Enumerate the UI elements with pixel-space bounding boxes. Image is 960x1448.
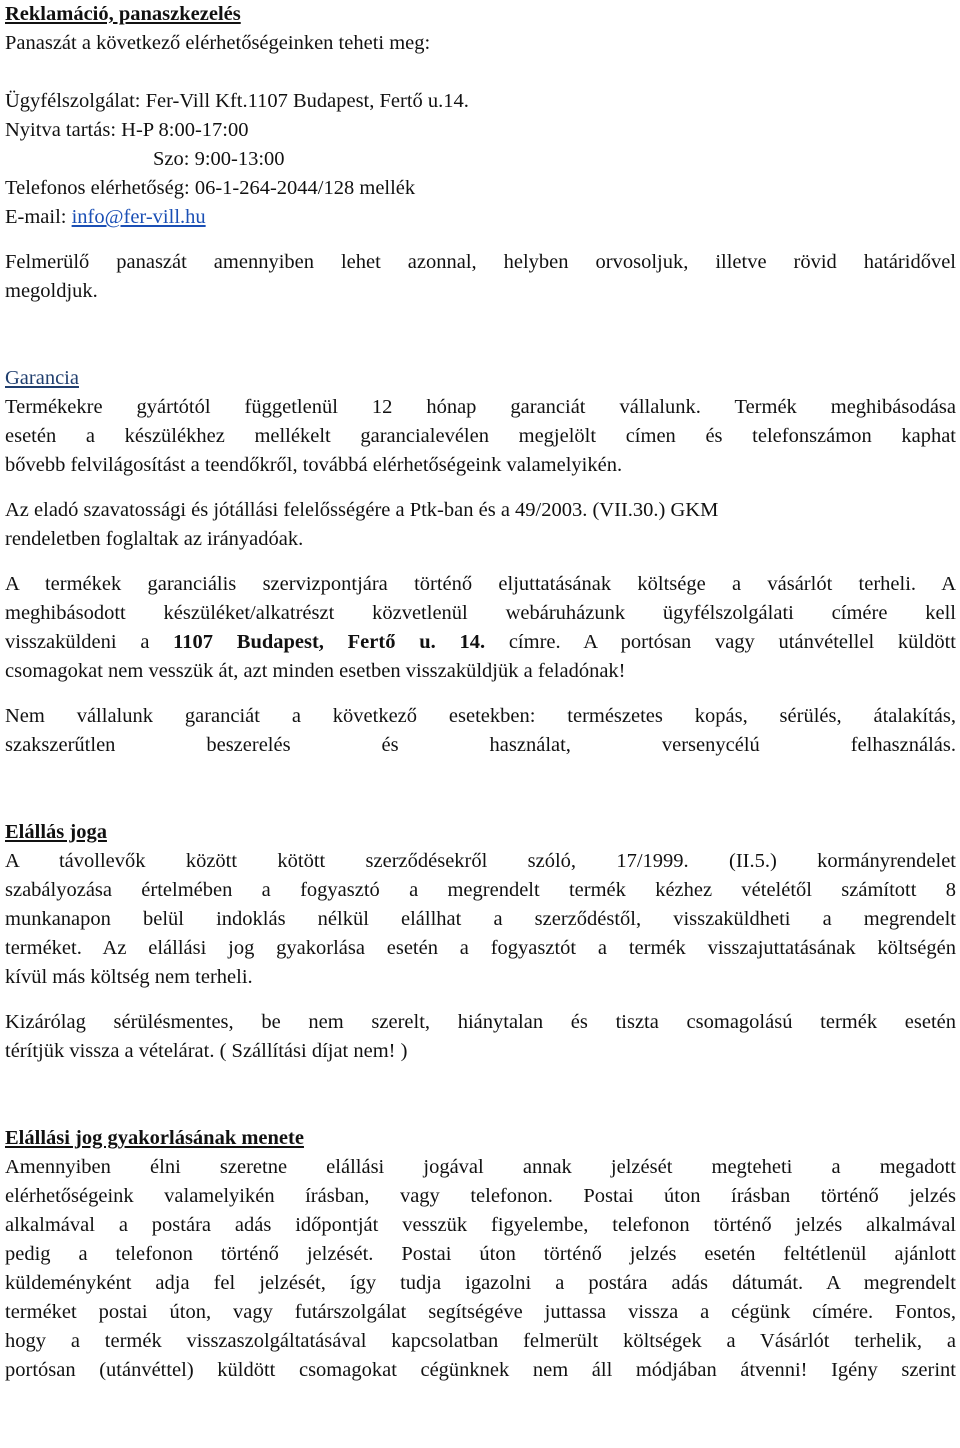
paragraph-line: pedig a telefonon történő jelzését. Postai úton történő jelzés esetén feltétlenül ajánlott	[5, 1243, 956, 1265]
procedure-heading: Elállási jog gyakorlásának menete	[5, 1127, 304, 1149]
complaint-heading: Reklamáció, panaszkezelés	[5, 3, 241, 25]
email-label: E-mail:	[5, 206, 72, 228]
complaint-section	[5, 0, 956, 306]
paragraph-line: A termékek garanciális szervizpontjára történő eljuttatásának költsége a vásárlót terheli. A	[5, 573, 956, 595]
customer-service-address: Ügyfélszolgálat: Fer-Vill Kft.1107 Budapest, Fertő u.14.	[5, 90, 469, 112]
paragraph-line: szabályozása értelmében a fogyasztó a megrendelt termék kézhez vételétől számított 8	[5, 879, 956, 901]
text-fragment: visszaküldeni a	[5, 631, 174, 653]
paragraph-line: portósan (utánvéttel) küldött csomagokat cégünknek nem áll módjában átvenni! Igény szerint	[5, 1359, 956, 1381]
warranty-paragraph-4	[5, 702, 956, 760]
complaint-intro: Panaszát a következő elérhetőségeinken teheti meg:	[5, 32, 431, 54]
withdrawal-section	[5, 818, 956, 1066]
paragraph-line: Amennyiben élni szeretne elállási jogával annak jelzését megteheti a megadott	[5, 1156, 956, 1178]
paragraph-line: meghibásodott készüléket/alkatrészt közvetlenül webáruházunk ügyfélszolgálati címére kell	[5, 602, 956, 624]
paragraph-line	[5, 628, 956, 657]
warranty-paragraph-1	[5, 393, 956, 480]
opening-hours-saturday: Szo: 9:00-13:00	[153, 148, 285, 170]
paragraph-line: rendeletben foglaltak az irányadóak.	[5, 528, 304, 550]
paragraph-line: alkalmával a postára adás időpontját vesszük figyelembe, telefonon történő jelzés alkalmával	[5, 1214, 956, 1236]
phone-contact: Telefonos elérhetőség: 06-1-264-2044/128 mellék	[5, 177, 416, 199]
paragraph-line: elérhetőségeink valamelyikén írásban, vagy telefonon. Postai úton írásban történő jelzés	[5, 1185, 956, 1207]
paragraph-line: terméket. Az elállási jog gyakorlása esetén a fogyasztót a termék visszajuttatásának költségén	[5, 937, 956, 959]
paragraph-line: Az eladó szavatossági és jótállási felelősségére a Ptk-ban és a 49/2003. (VII.30.) GKM	[5, 499, 719, 521]
paragraph-line: Termékekre gyártótól függetlenül 12 hónap garanciát vállalunk. Termék meghibásodása	[5, 396, 956, 418]
withdrawal-paragraph-1	[5, 847, 956, 992]
warranty-section	[5, 364, 956, 760]
opening-hours-weekday: Nyitva tartás: H-P 8:00-17:00	[5, 119, 249, 141]
text-fragment: címre. A portósan vagy utánvétellel küldött	[485, 631, 956, 653]
warranty-heading: Garancia	[5, 367, 79, 389]
withdrawal-paragraph-2	[5, 1008, 956, 1066]
paragraph-line: munkanapon belül indoklás nélkül elállhat a szerződéstől, visszaküldheti a megrendelt	[5, 908, 956, 930]
paragraph-line: terméket postai úton, vagy futárszolgálat segítségéve juttassa vissza a cégünk címére. Fontos,	[5, 1301, 956, 1323]
paragraph-line: kívül más költség nem terheli.	[5, 966, 253, 988]
bold-address: 1107 Budapest, Fertő u. 14.	[173, 631, 486, 653]
email-link[interactable]: info@fer-vill.hu	[71, 206, 206, 228]
paragraph-line: esetén a készülékhez mellékelt garancialevélen megjelölt címen és telefonszámon kaphat	[5, 425, 956, 447]
paragraph-line: térítjük vissza a vételárat. ( Szállítási díjat nem! )	[5, 1040, 408, 1062]
paragraph-line: A távollevők között kötött szerződésekről szóló, 17/1999. (II.5.) kormányrendelet	[5, 850, 956, 872]
complaint-resolution-paragraph	[5, 248, 956, 306]
procedure-paragraph	[5, 1153, 956, 1385]
warranty-paragraph-2	[5, 496, 956, 554]
email-contact	[5, 203, 956, 232]
procedure-section	[5, 1124, 956, 1385]
warranty-paragraph-3	[5, 570, 956, 686]
paragraph-line: küldeményként adja fel jelzését, így tudja igazolni a postára adás dátumát. A megrendelt	[5, 1272, 956, 1294]
paragraph-line: Kizárólag sérülésmentes, be nem szerelt, hiánytalan és tiszta csomagolású termék esetén	[5, 1011, 956, 1033]
paragraph-line: megoldjuk.	[5, 280, 98, 302]
paragraph-line: szakszerűtlen beszerelés és használat, versenycélú felhasználás.	[5, 734, 956, 756]
paragraph-line: csomagokat nem vesszük át, azt minden esetben visszaküldjük a feladónak!	[5, 660, 626, 682]
paragraph-line: Nem vállalunk garanciát a következő esetekben: természetes kopás, sérülés, átalakítás,	[5, 705, 956, 727]
paragraph-line: Felmerülő panaszát amennyiben lehet azonnal, helyben orvosoljuk, illetve rövid határidővel	[5, 251, 956, 273]
paragraph-line: bővebb felvilágosítást a teendőkről, továbbá elérhetőségeink valamelyikén.	[5, 454, 623, 476]
paragraph-line: hogy a termék visszaszolgáltatásával kapcsolatban felmerült költségek a Vásárlót terhelik, a	[5, 1330, 956, 1352]
withdrawal-heading: Elállás joga	[5, 821, 107, 843]
